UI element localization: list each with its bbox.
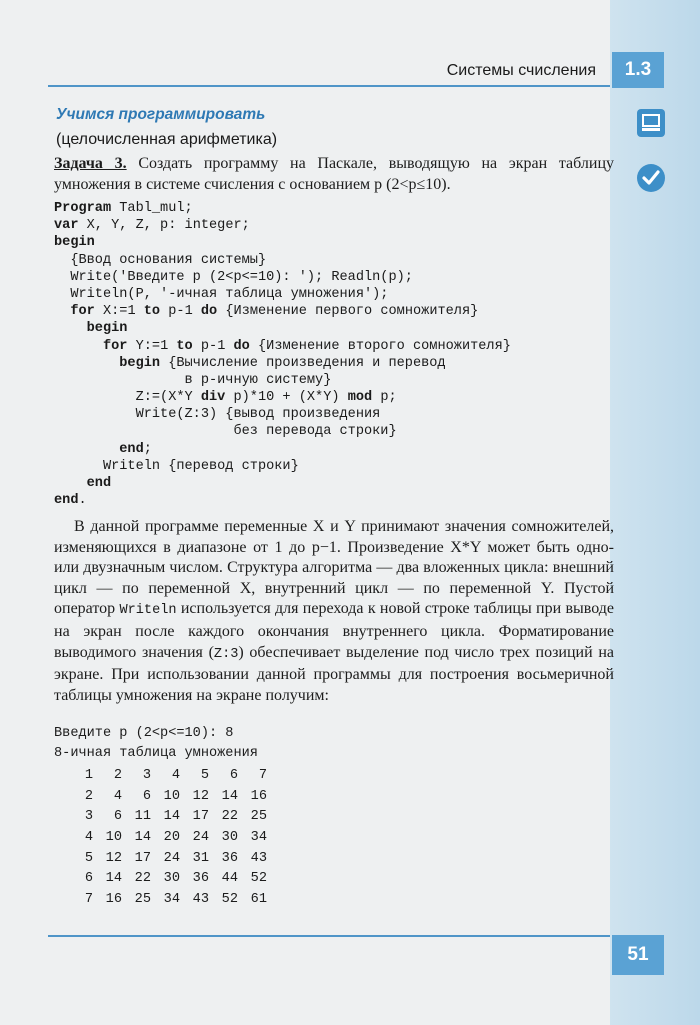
table-cell: 4 bbox=[84, 829, 93, 845]
table-cell: 43 bbox=[192, 891, 209, 907]
code-line bbox=[54, 252, 594, 269]
code-keyword: end bbox=[119, 441, 144, 457]
code-keyword: mod bbox=[347, 390, 373, 406]
code-line bbox=[54, 441, 594, 458]
code-keyword: do bbox=[200, 304, 218, 320]
table-cell: 34 bbox=[250, 829, 267, 845]
code-text: {Изменение первого сомножителя} bbox=[217, 304, 479, 320]
code-text bbox=[54, 339, 103, 354]
code-line bbox=[54, 338, 594, 355]
table-cell: 6 bbox=[142, 788, 151, 804]
code-line bbox=[54, 492, 594, 509]
section-subtitle: (целочисленная арифметика) bbox=[56, 131, 278, 148]
table-row bbox=[64, 889, 267, 910]
table-cell: 24 bbox=[192, 829, 209, 845]
code-keyword: for bbox=[70, 304, 95, 320]
code-line bbox=[54, 372, 594, 389]
code-text: Write(Z:3) {вывод произведения bbox=[54, 407, 381, 423]
program-output bbox=[54, 724, 354, 764]
code-line bbox=[54, 286, 594, 303]
code-text: Writeln {перевод строки} bbox=[54, 458, 299, 474]
code-line bbox=[54, 389, 594, 406]
code-keyword: begin bbox=[119, 355, 161, 371]
table-cell: 10 bbox=[163, 788, 180, 804]
code-keyword: begin bbox=[54, 235, 95, 251]
code-text bbox=[54, 321, 87, 336]
footer-rule bbox=[48, 935, 610, 937]
table-cell: 14 bbox=[163, 809, 180, 825]
task-text: Создать программу на Паскале, выводящую на экран таблицу умножения в системе счисления с основанием p (2<p≤10). bbox=[54, 155, 614, 193]
table-cell: 6 bbox=[113, 809, 122, 825]
code-text bbox=[54, 476, 87, 491]
table-cell: 14 bbox=[105, 871, 122, 887]
table-cell: 34 bbox=[163, 891, 180, 907]
code-keyword: var bbox=[54, 218, 79, 234]
code-text: p-1 bbox=[160, 304, 201, 320]
code-text: в p-ичную систему} bbox=[54, 372, 332, 388]
code-text: Write('Введите p (2<p<=10): '); Readln(p); bbox=[54, 269, 413, 285]
table-row bbox=[64, 765, 267, 786]
table-cell: 31 bbox=[192, 850, 209, 866]
header-rule bbox=[48, 85, 610, 87]
table-cell: 16 bbox=[105, 891, 122, 907]
code-line bbox=[54, 475, 594, 492]
code-keyword: to bbox=[176, 338, 193, 354]
format-code: Z:3 bbox=[213, 646, 239, 662]
table-cell: 3 bbox=[142, 767, 151, 783]
explanation-text-1: В данной программе переменные X и Y принимают значения сомножителей, изменяющихся в диапазоне от 1 до p−1. Произведение X*Y может быть одно- или двузначным числом. Структура алгоритма — два вложенных цикла: внешний цикл — по переменной X, внутренний цикл — по переменной Y. Пустой оператор bbox=[54, 518, 615, 618]
page-number: 51 bbox=[612, 935, 664, 975]
table-cell: 7 bbox=[258, 767, 267, 783]
table-cell: 24 bbox=[163, 850, 180, 866]
table-cell: 10 bbox=[105, 829, 122, 845]
code-keyword: begin bbox=[86, 321, 128, 337]
table-cell: 14 bbox=[221, 788, 238, 804]
code-keyword: for bbox=[102, 338, 128, 354]
code-keyword: Program bbox=[54, 201, 112, 216]
table-row bbox=[64, 827, 267, 848]
explanation-text-2: используется для перехода к новой строке таблицы при выводе на экран после каждого окончания внутреннего цикла. Форматирование выводимого значения ( bbox=[54, 600, 615, 661]
table-cell: 20 bbox=[163, 829, 180, 845]
code-text: p; bbox=[372, 390, 397, 406]
table-cell: 25 bbox=[250, 809, 267, 825]
code-text: Writeln(P, '-ичная таблица умножения'); bbox=[54, 286, 389, 302]
table-cell: 30 bbox=[221, 829, 238, 845]
table-cell: 12 bbox=[192, 788, 209, 804]
code-text: X:=1 bbox=[94, 304, 144, 320]
table-row bbox=[64, 868, 267, 889]
table-cell: 25 bbox=[134, 891, 151, 907]
code-text: Tabl_mul; bbox=[111, 201, 193, 216]
code-text: Y:=1 bbox=[127, 338, 177, 354]
table-cell: 12 bbox=[105, 850, 122, 866]
code-line bbox=[54, 200, 594, 217]
octal-multiplication-table bbox=[64, 765, 267, 910]
task-statement bbox=[54, 153, 614, 195]
table-cell: 5 bbox=[84, 850, 93, 866]
output-title-line: 8-ичная таблица умножения bbox=[54, 746, 258, 761]
computer-icon bbox=[636, 108, 666, 138]
table-cell: 4 bbox=[113, 788, 122, 804]
code-line bbox=[54, 217, 594, 234]
code-line bbox=[54, 234, 594, 251]
section-heading: Учимся программировать bbox=[56, 106, 266, 123]
code-text bbox=[54, 356, 119, 371]
table-cell: 4 bbox=[171, 767, 180, 783]
code-text: ; bbox=[143, 441, 152, 457]
table-cell: 61 bbox=[250, 891, 267, 907]
table-cell: 52 bbox=[221, 891, 238, 907]
table-cell: 11 bbox=[134, 809, 151, 825]
table-cell: 43 bbox=[250, 850, 267, 866]
table-cell: 36 bbox=[192, 871, 209, 887]
section-number-tab: 1.3 bbox=[612, 52, 664, 88]
task-label: Задача 3. bbox=[54, 155, 127, 172]
code-text bbox=[54, 304, 70, 319]
running-header-title: Системы счисления bbox=[446, 62, 596, 79]
table-cell: 14 bbox=[134, 829, 151, 845]
code-keyword: to bbox=[143, 304, 161, 320]
checkmark-icon bbox=[636, 163, 666, 193]
code-text: p-1 bbox=[192, 338, 234, 354]
code-line bbox=[54, 269, 594, 286]
code-line bbox=[54, 406, 594, 423]
code-keyword: end bbox=[86, 476, 112, 491]
table-cell: 3 bbox=[84, 809, 93, 825]
pascal-code-listing bbox=[54, 200, 594, 509]
code-text: {Вычисление произведения и перевод bbox=[160, 355, 446, 371]
explanation-text-3: ) обеспечивает выделение под число трех позиций на экране. При использовании данной программы для построения восьмеричной таблицы умножения на экране получим: bbox=[54, 643, 614, 704]
table-cell: 36 bbox=[221, 850, 238, 866]
code-line bbox=[54, 423, 594, 440]
table-cell: 16 bbox=[250, 788, 267, 804]
table-cell: 22 bbox=[221, 809, 238, 825]
table-cell: 6 bbox=[84, 871, 93, 887]
table-row bbox=[64, 848, 267, 869]
table-row bbox=[64, 786, 267, 807]
output-prompt-line: Введите p (2<p<=10): 8 bbox=[54, 726, 234, 741]
table-cell: 22 bbox=[134, 871, 151, 887]
code-text: {Изменение второго сомножителя} bbox=[249, 338, 511, 354]
code-text: p)*10 + (X*Y) bbox=[225, 390, 348, 406]
code-line bbox=[54, 320, 594, 337]
explanation-paragraph bbox=[54, 517, 614, 706]
code-keyword: do bbox=[233, 338, 250, 354]
table-cell: 30 bbox=[163, 871, 180, 887]
table-cell: 17 bbox=[134, 850, 151, 866]
code-text: . bbox=[78, 493, 87, 509]
table-cell: 52 bbox=[250, 871, 267, 887]
table-cell: 2 bbox=[84, 788, 93, 804]
table-cell: 17 bbox=[192, 809, 209, 825]
table-cell: 6 bbox=[229, 767, 238, 783]
code-text: {Ввод основания системы} bbox=[54, 252, 267, 268]
table-cell: 7 bbox=[84, 891, 93, 907]
code-text: X, Y, Z, p: integer; bbox=[78, 218, 250, 234]
writeln-code: Writeln bbox=[119, 603, 177, 619]
table-cell: 2 bbox=[113, 767, 122, 783]
code-keyword: end bbox=[54, 493, 79, 509]
code-line bbox=[54, 303, 594, 320]
right-margin-strip bbox=[610, 0, 700, 1025]
code-text: Z:=(X*Y bbox=[54, 390, 201, 406]
code-text bbox=[54, 442, 119, 457]
code-keyword: div bbox=[200, 390, 226, 406]
table-cell: 44 bbox=[221, 871, 238, 887]
code-line bbox=[54, 355, 594, 372]
code-text: без перевода строки} bbox=[54, 424, 397, 440]
table-row bbox=[64, 806, 267, 827]
table-cell: 1 bbox=[84, 767, 93, 783]
code-line bbox=[54, 458, 594, 475]
table-cell: 5 bbox=[200, 767, 209, 783]
